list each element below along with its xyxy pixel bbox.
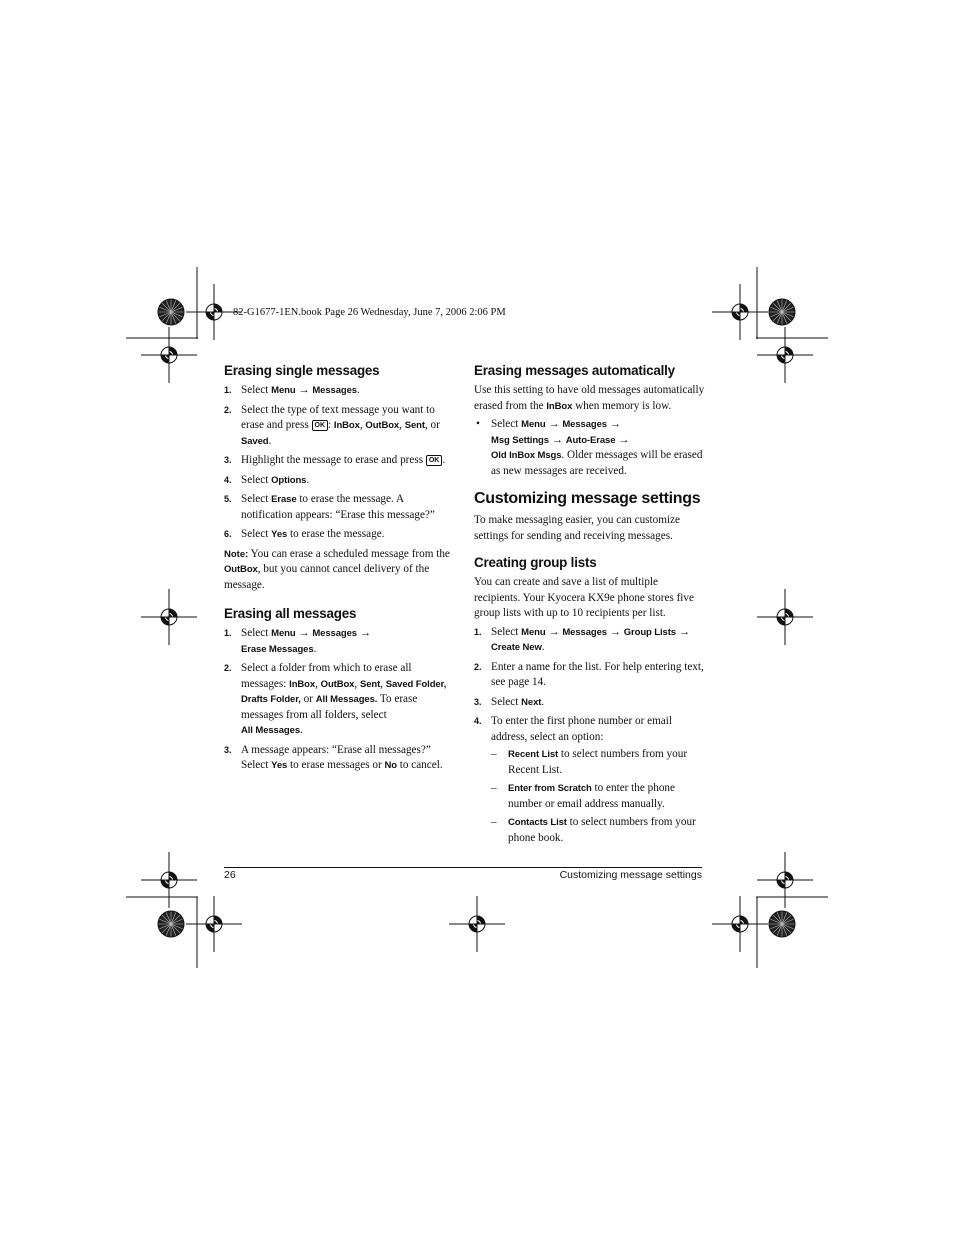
registration-mark-icon — [141, 327, 197, 383]
menu-key: Contacts List — [508, 817, 567, 828]
menu-key: Drafts Folder, — [241, 694, 301, 705]
menu-key: Erase — [271, 494, 297, 505]
menu-key: Messages — [312, 385, 357, 396]
menu-key: Create New — [491, 642, 542, 653]
menu-key: Next — [521, 696, 542, 708]
section-erasing-all — [224, 605, 456, 774]
step-number: 4. — [224, 474, 232, 485]
arrow-icon: → — [545, 418, 563, 430]
arrow-icon: → — [606, 418, 621, 430]
left-column — [224, 362, 456, 778]
arrow-icon: → — [548, 433, 566, 446]
registration-mark-icon — [449, 896, 505, 952]
menu-key: Menu — [271, 628, 296, 639]
arrow-icon: → — [606, 625, 624, 638]
arrow-icon: → — [675, 625, 690, 638]
steps-list — [224, 626, 456, 774]
bullet-list — [474, 417, 706, 479]
menu-key: Yes — [271, 529, 288, 540]
menu-key: All Messages — [241, 725, 300, 736]
step: 6. Select Yes to erase the message. — [224, 527, 456, 543]
step-number: 6. — [224, 529, 232, 539]
registration-mark-icon — [141, 589, 197, 645]
menu-key: Menu — [521, 419, 546, 430]
step: 1. Select Menu → Messages → Group Lists → Create New. — [474, 625, 690, 653]
arrow-icon: → — [545, 625, 563, 638]
step: 3. A message appears: “Erase all messages?” Select Yes to erase messages or No to cancel. — [224, 743, 443, 771]
star-target-icon — [158, 911, 184, 937]
step-number: 3. — [474, 696, 482, 707]
step: 1. Select Menu → Messages. — [224, 383, 456, 399]
menu-key: OutBox — [365, 420, 400, 431]
arrow-icon: → — [615, 433, 630, 446]
section-erasing-single — [224, 362, 456, 593]
section-heading: Erasing messages automatically — [474, 363, 675, 378]
note-label: Note: — [224, 548, 249, 560]
menu-key: Group Lists — [623, 626, 676, 638]
steps-list — [474, 625, 706, 847]
menu-key: Options — [271, 474, 307, 486]
step-number: 3. — [224, 455, 232, 465]
ok-key-icon: OK — [426, 455, 443, 466]
option-item: – Contacts List to select numbers from your phone book. — [491, 816, 696, 844]
menu-key: OutBox — [320, 678, 355, 690]
menu-key: Messages — [312, 628, 357, 639]
step: 3. Highlight the message to erase and press OK . — [224, 453, 456, 469]
menu-key: OutBox — [224, 564, 258, 575]
section-heading: Erasing single messages — [224, 363, 380, 378]
step-number: 3. — [224, 744, 232, 755]
star-target-icon — [769, 299, 795, 325]
registration-mark-icon — [757, 852, 813, 908]
footer-section-title: Customizing message settings — [559, 869, 702, 881]
star-target-icon — [158, 299, 184, 325]
registration-mark-icon — [141, 852, 197, 908]
bullet-item: • Select Menu → Messages → Msg Settings → Auto-Erase → Old InBox Msgs. Older messages will be erased as new messages are received. — [474, 417, 706, 479]
option-list — [491, 747, 706, 846]
menu-key: Messages — [562, 419, 607, 430]
steps-list — [224, 383, 456, 543]
menu-key: Saved Folder, — [385, 678, 447, 690]
registration-mark-icon — [186, 896, 242, 952]
section-erasing-auto — [474, 362, 706, 479]
star-target-icon — [769, 911, 795, 937]
intro-paragraph: Use this setting to have old messages automatically erased from the InBox when memory is low. — [474, 384, 705, 412]
menu-key: Auto-Erase — [565, 434, 616, 446]
menu-key: Sent — [404, 420, 425, 431]
section-heading: Erasing all messages — [224, 606, 357, 621]
step-number: 2. — [224, 663, 232, 673]
step: 5. Select Erase to erase the message. A notification appears: “Erase this message?” — [224, 493, 435, 521]
step-number: 4. — [474, 716, 482, 726]
right-column — [474, 362, 706, 850]
step: 2. Select a folder from which to erase all messages: InBox, OutBox, Sent, Saved Folder, Drafts Folder, or All Messages. To erase messages from all folders, select All Messages. — [224, 662, 447, 736]
step: 4. To enter the first phone number or email address, select an option: – Recent List to select numbers from your Recent List. – Enter from Scratch to enter the phone number or email address manually. – Contacts List to select numbers from your phone book. — [474, 714, 706, 846]
section-group-lists — [474, 554, 706, 846]
menu-key: InBox — [333, 420, 360, 431]
menu-key: Menu — [521, 626, 546, 638]
ok-key-icon: OK — [312, 420, 329, 431]
step: 4. Select Options. — [224, 473, 456, 489]
intro-paragraph: You can create and save a list of multiple recipients. Your Kyocera KX9e phone stores five group lists with up to 10 recipients per list. — [474, 576, 694, 619]
step-number: 1. — [224, 385, 232, 395]
note: Note: You can erase a scheduled message from the OutBox, but you cannot cancel delivery of the message. — [224, 547, 450, 591]
menu-key: Enter from Scratch — [508, 783, 592, 794]
menu-key: All Messages. — [315, 694, 378, 705]
intro-paragraph: To make messaging easier, you can customize settings for sending and receiving messages. — [474, 514, 680, 542]
step-number: 1. — [224, 628, 232, 638]
step-number: 1. — [474, 626, 482, 637]
book-header: 82-G1677-1EN.book Page 26 Wednesday, June 7, 2006 2:06 PM — [233, 307, 506, 318]
menu-key: Yes — [271, 760, 288, 771]
menu-key: Menu — [271, 385, 296, 396]
step: 1. Select Menu → Messages → Erase Messages. — [224, 627, 371, 655]
step: 2. Enter a name for the list. For help entering text, see page 14. — [474, 660, 704, 688]
option-item: – Recent List to select numbers from your Recent List. — [491, 748, 688, 776]
registration-mark-icon — [712, 284, 768, 340]
section-heading: Creating group lists — [474, 555, 597, 570]
step-number: 5. — [224, 494, 232, 504]
menu-key: Erase Messages — [241, 643, 314, 655]
page-number: 26 — [224, 869, 236, 881]
menu-key: No — [384, 760, 397, 771]
registration-mark-icon — [712, 896, 768, 952]
menu-key: Sent — [359, 678, 381, 690]
menu-key: Saved — [241, 435, 269, 447]
registration-mark-icon — [757, 327, 813, 383]
arrow-icon: → — [295, 384, 313, 396]
footer-rule — [224, 867, 702, 868]
chapter-heading: Customizing message settings — [474, 490, 701, 507]
arrow-icon: → — [356, 627, 371, 639]
step-number: 2. — [224, 404, 232, 415]
step-number: 2. — [474, 661, 482, 672]
menu-key: Msg Settings — [491, 434, 549, 446]
menu-key: Old InBox Msgs — [491, 450, 562, 461]
registration-mark-icon — [757, 589, 813, 645]
menu-key: InBox — [546, 400, 573, 412]
step: 3. Select Next. — [474, 695, 706, 711]
menu-key: Recent List — [508, 749, 559, 760]
menu-key: Messages — [562, 626, 607, 638]
step: 2. Select the type of text message you want to erase and press OK : InBox, OutBox, Sent, or Saved. — [224, 403, 440, 447]
arrow-icon: → — [295, 627, 313, 639]
option-item: – Enter from Scratch to enter the phone number or email address manually. — [491, 782, 675, 810]
menu-key: InBox — [289, 678, 316, 690]
section-customizing — [474, 489, 706, 544]
